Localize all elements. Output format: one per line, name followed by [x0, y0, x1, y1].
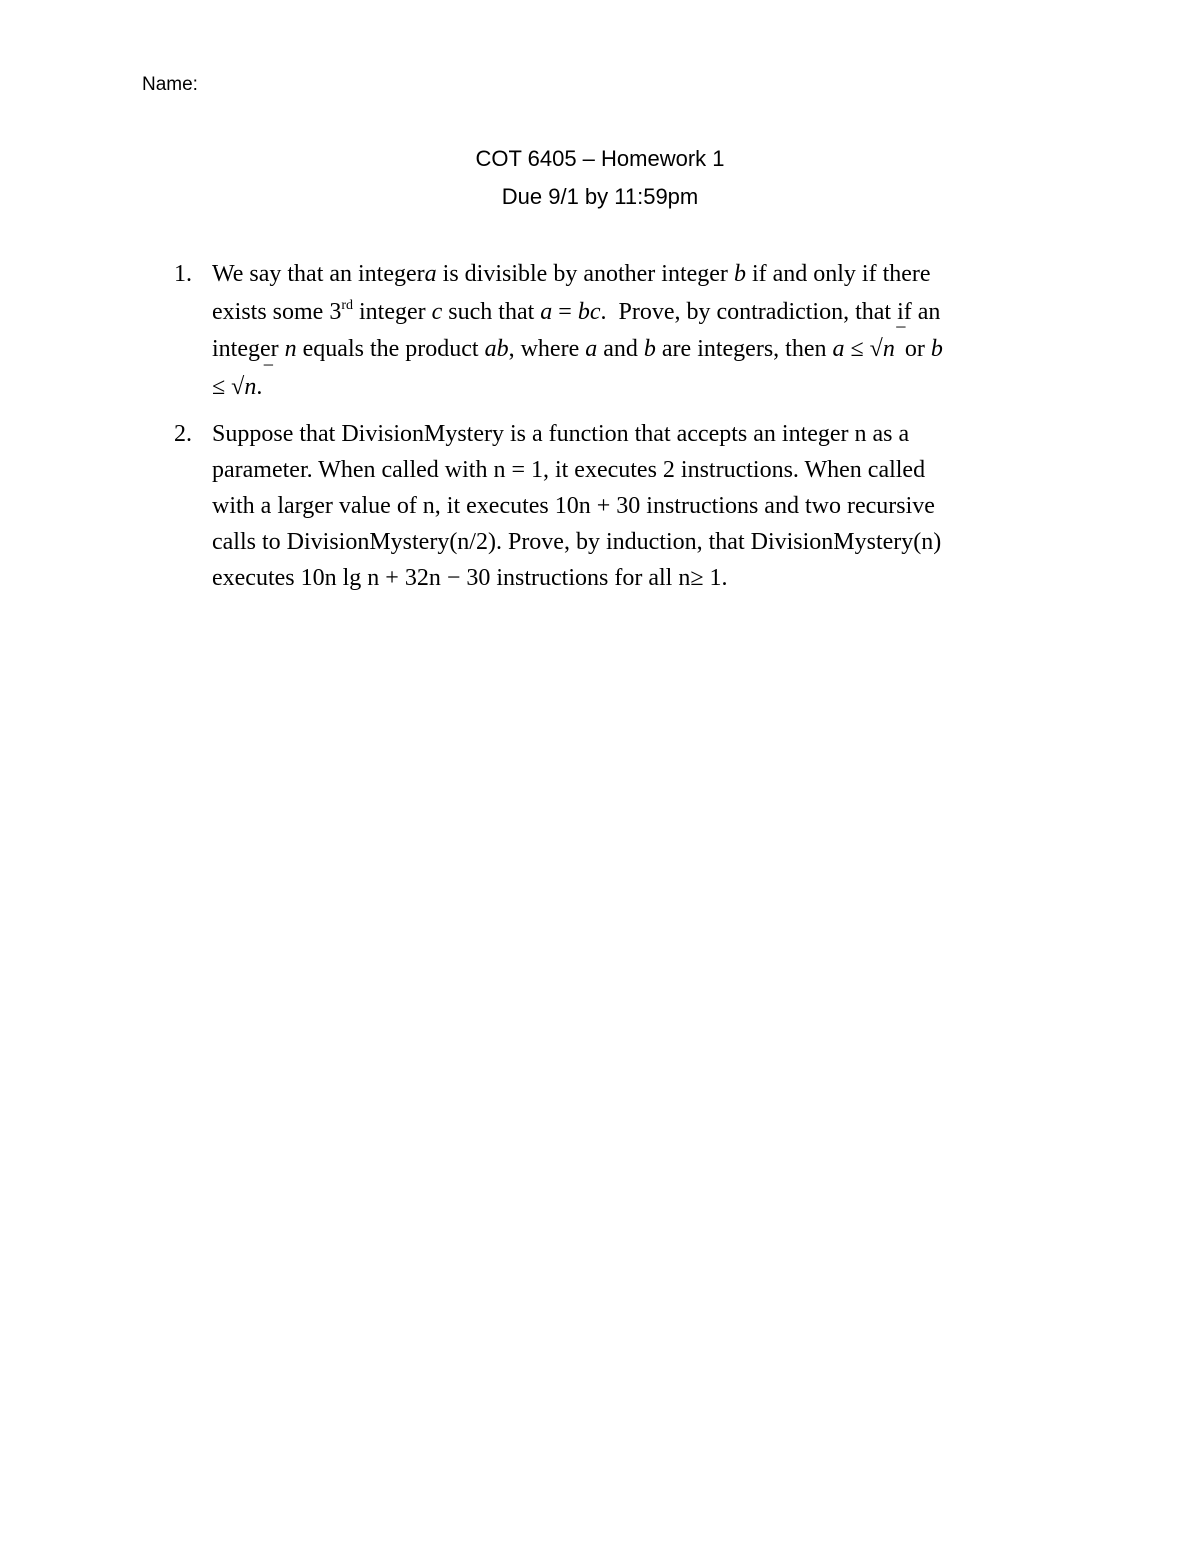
problem-2-line: Suppose that DivisionMystery is a function that accepts an integer n as a	[212, 421, 910, 447]
document-title: COT 6405 – Homework 1	[475, 146, 725, 171]
problem-2	[174, 416, 1074, 596]
problem-2-line: parameter. When called with n = 1, it executes 2 instructions. When called	[212, 457, 926, 483]
problem-2-line: calls to DivisionMystery(n/2). Prove, by induction, that DivisionMystery(n)	[212, 529, 942, 555]
name-label: Name:	[142, 74, 198, 95]
problem-number: 2.	[174, 421, 192, 447]
due-date: Due 9/1 by 11:59pm	[501, 184, 699, 209]
problem-1: 1. We say that an integera is divisible by another integer b if and only if there exists some 3rd integer c such that a = bc. Prove, by contradiction, that if an integer n equals the product ab, where a and b are integers, then a ≤ √n‾or b ≤ √n.‾	[174, 256, 1074, 406]
problem-list	[174, 256, 1074, 596]
problem-2-line: executes 10n lg n + 32n − 30 instructions for all n≥ 1.	[212, 565, 728, 591]
problem-2-line: with a larger value of n, it executes 10n + 30 instructions and two recursive	[212, 493, 935, 519]
problem-number: 1.	[174, 261, 192, 287]
